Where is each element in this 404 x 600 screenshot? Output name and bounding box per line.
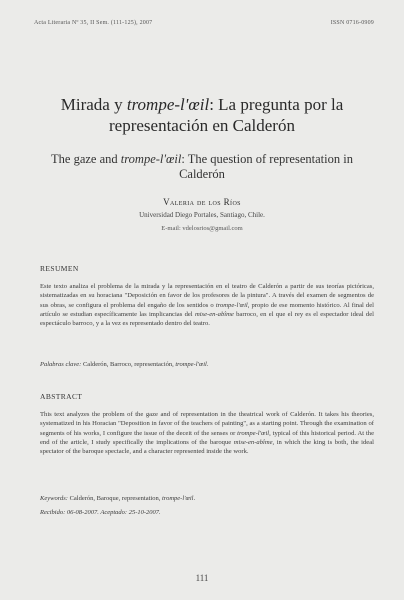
- author-name: Valeria de los Ríos: [163, 197, 241, 207]
- keywords: Keywords: Calderón, Baroque, representation, trompe-l'œil.: [40, 495, 196, 502]
- palabras-clave: Palabras clave: Calderón, Barroco, representación, trompe-l'œil.: [40, 361, 209, 368]
- received-accepted-dates: Recibido: 06-08-2007. Aceptado: 25-10-2007.: [40, 509, 161, 516]
- page-number: 111: [195, 573, 209, 583]
- abstract-text: This text analyzes the problem of the gaze and of representation in the theatrical work of Calderón. It takes his theories, systematized in his Horacian "Deposition in favor of the teachers of painting", as a starting point. Through the examination of segments of his works, I configure the issue of the deceit of the senses or trompe-l'œil, typical of this historical period. At the end of the article, I study specifically the implications of the baroque mise-en-abîme, in which the king is both, the ideal spectator of the baroque spectacle, and a character represented inside the work.: [40, 411, 375, 456]
- article-title-spanish: Mirada y trompe-l'œil: La pregunta por la representación en Calderón: [60, 95, 344, 135]
- resumen-text: Este texto analiza el problema de la mirada y la representación en el teatro de Calderón a partir de sus teorías pictóricas, sistematizadas en su horaciana "Deposición en favor de los profesores de la pintura". A través del examen de segmentos de sus obras, se configura el problema del engaño de los sentidos o trompe-l'œil, propio de ese momento histórico. Al final del artículo se estudian específicamente las implicancias del mise-en-abîme barroco, en el que el rey es el espectador ideal del espectáculo barroco, y a la vez es representado dentro del teatro.: [40, 283, 374, 328]
- journal-citation: Acta Literaria Nº 35, II Sem. (111-125), 2007: [34, 20, 153, 26]
- author-email: E-mail: vdelosrios@gmail.com: [161, 225, 243, 232]
- running-header: [34, 20, 374, 26]
- issn: ISSN 0716-0909: [330, 20, 374, 26]
- resumen-heading: RESUMEN: [40, 264, 79, 273]
- abstract-heading: ABSTRACT: [40, 392, 83, 401]
- author-affiliation: Universidad Diego Portales, Santiago, Chile.: [139, 211, 265, 219]
- article-title-english: The gaze and trompe-l'œil: The question of representation in Calderón: [51, 152, 353, 181]
